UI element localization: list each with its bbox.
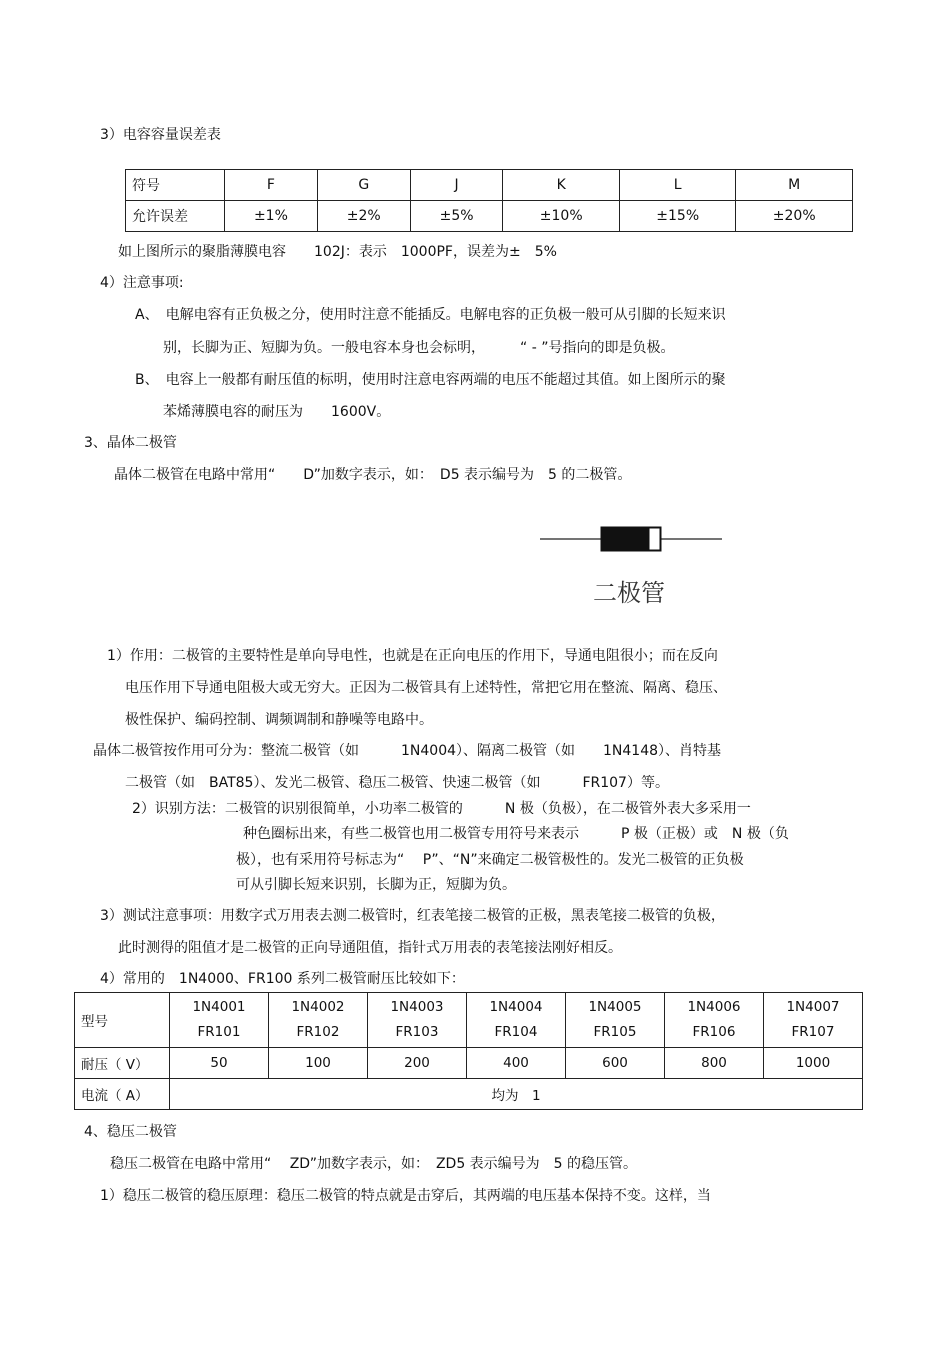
tolerance-table-cell: F xyxy=(225,170,318,201)
capacitor-example-line: 如上图所示的聚脂薄膜电容 102J：表示 1000PF，误差为± 5% xyxy=(118,244,557,260)
diode-voltage-value: 100 xyxy=(269,1048,368,1079)
note-a-line-2: 别，长脚为正、短脚为负。一般电容本身也会标明， “ - ”号指向的即是负极。 xyxy=(163,340,675,356)
diode-classification-line-1: 晶体二极管按作用可分为：整流二极管（如 1N4004）、隔离二极管（如 1N4148）、肖特基 xyxy=(93,743,722,759)
diode-symbol-image xyxy=(540,523,722,555)
diode-voltage-value: 400 xyxy=(467,1048,566,1079)
diode-voltage-table xyxy=(74,992,863,1110)
note-b-line-1: B、 电容上一般都有耐压值的标明，使用时注意电容两端的电压不能超过其值。如上图所示的聚 xyxy=(135,372,726,388)
diode-model-name: 1N4003 xyxy=(390,999,444,1015)
diode-classification-line-2: 二极管（如 BAT85）、发光二极管、稳压二极管、快速二极管（如 FR107）等。 xyxy=(125,775,669,791)
tolerance-table-cell: L xyxy=(619,170,735,201)
tolerance-table-cell: J xyxy=(410,170,503,201)
tolerance-table-cell: ±1% xyxy=(225,201,318,232)
diode-voltage-value: 600 xyxy=(566,1048,665,1079)
diode-test-line-2: 此时测得的阻值才是二极管的正向导通阻值，指针式万用表的表笔接法刚好相反。 xyxy=(118,940,622,956)
diode-table-cell xyxy=(566,993,665,1048)
diode-voltage-value: 1000 xyxy=(764,1048,863,1079)
diode-model-name: FR104 xyxy=(494,1024,538,1040)
section-capacitance-tolerance-title: 3）电容容量误差表 xyxy=(100,127,221,143)
diode-model-name: 1N4006 xyxy=(687,999,741,1015)
diode-table-header: 耐压（ V） xyxy=(75,1048,170,1079)
diode-model-name: 1N4004 xyxy=(489,999,543,1015)
diode-image-caption: 二极管 xyxy=(593,579,665,607)
diode-table-cell xyxy=(467,993,566,1048)
diode-table-header: 电流（ A） xyxy=(75,1079,170,1110)
diode-model-name: FR102 xyxy=(296,1024,340,1040)
zener-principle-line-1: 1）稳压二极管的稳压原理：稳压二极管的特点就是击穿后，其两端的电压基本保持不变。这样，当 xyxy=(100,1188,711,1204)
diode-model-name: 1N4005 xyxy=(588,999,642,1015)
tolerance-table-cell: ±20% xyxy=(736,201,853,232)
diode-function-line-1: 1）作用：二极管的主要特性是单向导电性，也就是在正向电压的作用下，导通电阻很小；而在反向 xyxy=(107,648,718,664)
diode-table-header: 型号 xyxy=(75,993,170,1048)
diode-intro: 晶体二极管在电路中常用“ D”加数字表示，如： D5 表示编号为 5 的二极管。 xyxy=(114,467,632,483)
tolerance-table-cell: 允许误差 xyxy=(126,201,225,232)
diode-table-cell xyxy=(764,993,863,1048)
tolerance-table-cell: K xyxy=(503,170,619,201)
diode-function-line-3: 极性保护、编码控制、调频调制和静噪等电路中。 xyxy=(125,712,433,728)
notes-title: 4）注意事项: xyxy=(100,275,184,291)
diode-voltage-value: 50 xyxy=(170,1048,269,1079)
section-zener-title: 4、稳压二极管 xyxy=(84,1124,177,1140)
tolerance-table-cell: ±5% xyxy=(410,201,503,232)
diode-table-cell xyxy=(368,993,467,1048)
diode-model-name: 1N4002 xyxy=(291,999,345,1015)
tolerance-table-cell: ±2% xyxy=(317,201,410,232)
diode-model-name: 1N4007 xyxy=(786,999,840,1015)
diode-table-cell xyxy=(170,993,269,1048)
note-b-line-2: 苯烯薄膜电容的耐压为 1600V。 xyxy=(163,404,391,420)
diode-voltage-value: 200 xyxy=(368,1048,467,1079)
diode-function-line-2: 电压作用下导通电阻极大或无穷大。正因为二极管具有上述特性，常把它用在整流、隔离、稳压、 xyxy=(125,680,727,696)
diode-identification-line-1: 2）识别方法：二极管的识别很简单，小功率二极管的 N 极（负极），在二极管外表大多采用一 xyxy=(132,801,751,817)
note-a-line-1: A、 电解电容有正负极之分，使用时注意不能插反。电解电容的正负极一般可从引脚的长短来识 xyxy=(135,307,726,323)
diode-identification-line-2: 种色圈标出来，有些二极管也用二极管专用符号来表示 P 极（正极）或 N 极（负 xyxy=(243,826,789,842)
diode-test-line-1: 3）测试注意事项：用数字式万用表去测二极管时，红表笔接二极管的正极，黑表笔接二极管的负极， xyxy=(100,908,725,924)
tolerance-table xyxy=(125,169,853,232)
tolerance-table-cell: G xyxy=(317,170,410,201)
tolerance-table-cell: 符号 xyxy=(126,170,225,201)
tolerance-table-cell: ±10% xyxy=(503,201,619,232)
diode-identification-line-3: 极），也有采用符号标志为“ P”、“N”来确定二极管极性的。发光二极管的正负极 xyxy=(236,852,744,868)
diode-model-name: FR105 xyxy=(593,1024,637,1040)
diode-table-cell xyxy=(665,993,764,1048)
diode-model-name: FR103 xyxy=(395,1024,439,1040)
tolerance-table-cell: M xyxy=(736,170,853,201)
diode-model-name: 1N4001 xyxy=(192,999,246,1015)
zener-intro: 稳压二极管在电路中常用“ ZD”加数字表示，如： ZD5 表示编号为 5 的稳压管。 xyxy=(110,1156,638,1172)
common-diodes-title: 4）常用的 1N4000、FR100 系列二极管耐压比较如下： xyxy=(100,971,465,987)
diode-table-cell xyxy=(269,993,368,1048)
diode-voltage-value: 800 xyxy=(665,1048,764,1079)
diode-model-name: FR107 xyxy=(791,1024,835,1040)
section-diode-title: 3、晶体二极管 xyxy=(84,435,177,451)
diode-model-name: FR106 xyxy=(692,1024,736,1040)
tolerance-table-cell: ±15% xyxy=(619,201,735,232)
diode-current-value: 均为 1 xyxy=(170,1079,863,1110)
diode-identification-line-4: 可从引脚长短来识别，长脚为正，短脚为负。 xyxy=(236,877,516,893)
diode-model-name: FR101 xyxy=(197,1024,241,1040)
